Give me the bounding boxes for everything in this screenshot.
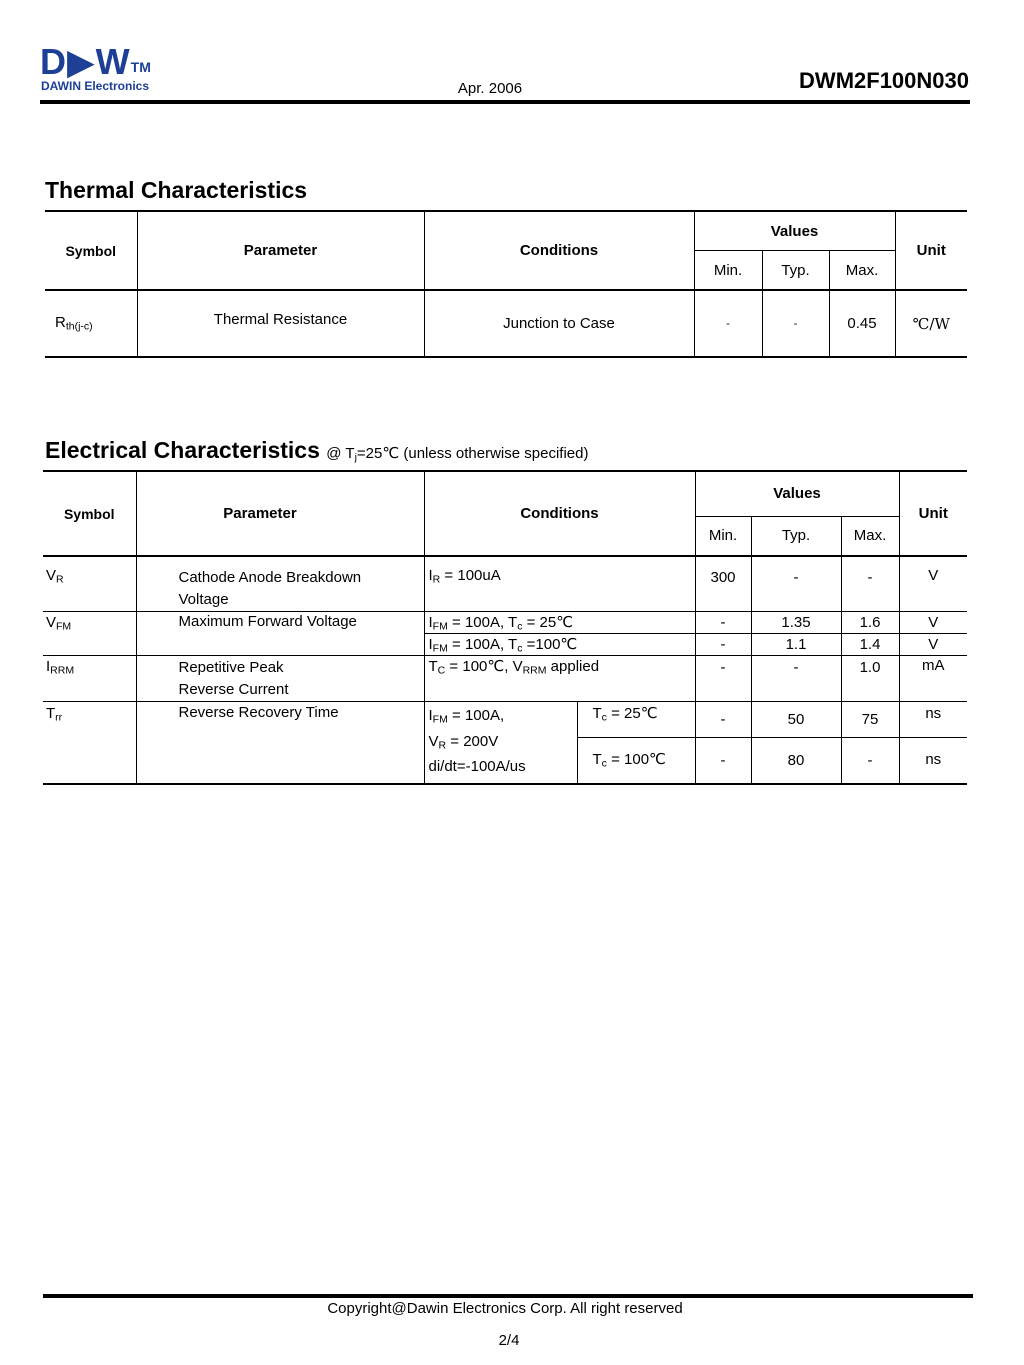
thermal-header-typ: Typ.: [762, 251, 829, 291]
thermal-table: [45, 210, 967, 358]
thermal-header-min: Min.: [694, 251, 762, 291]
thermal-header-unit: Unit: [895, 211, 967, 290]
irrm-typ-cell: -: [751, 656, 841, 702]
cond-subscript: c: [517, 642, 523, 655]
electrical-section-title: [45, 437, 588, 464]
vr-symbol-cell: [43, 556, 136, 612]
cond-text: = 100A, T: [447, 613, 518, 631]
symbol-text: V: [46, 567, 57, 584]
elec-header-parameter: Parameter: [136, 471, 424, 556]
cond-subscript: FM: [432, 620, 448, 633]
vr-unit-cell: V: [899, 556, 967, 612]
vfm1-unit-cell: V: [899, 612, 967, 634]
thermal-header-symbol: Symbol: [45, 211, 137, 290]
trr2-min-cell: -: [695, 738, 751, 784]
symbol-text: I: [46, 658, 51, 675]
vfm1-min-cell: -: [695, 612, 751, 634]
cond-text: I: [428, 635, 433, 653]
condition-subscript: j: [354, 451, 357, 464]
thermal-section-title: Thermal Characteristics: [45, 177, 308, 203]
thermal-typ-cell: -: [762, 290, 829, 357]
trr-conditions-cell: [424, 702, 577, 784]
condition-prefix: @ T: [326, 445, 355, 462]
trr1-max-cell: 75: [841, 702, 899, 738]
table-row: [45, 290, 967, 357]
cond-text: = 100uA: [440, 567, 501, 584]
condition-rest: =25℃ (unless otherwise specified): [356, 445, 589, 462]
cond-text: = 100A,: [447, 707, 505, 724]
electrical-condition: [326, 445, 588, 462]
elec-header-symbol: Symbol: [43, 471, 136, 556]
document-date: Apr. 2006: [457, 80, 523, 97]
vr-conditions-cell: [424, 556, 695, 612]
header-divider: [40, 100, 970, 104]
trr2-typ-cell: 80: [751, 738, 841, 784]
cond-subscript: c: [601, 711, 607, 724]
electrical-table: [43, 470, 967, 785]
cond-text: =100℃: [522, 635, 578, 653]
cond-text: I: [428, 707, 433, 724]
symbol-subscript: rr: [55, 711, 63, 724]
thermal-max-cell: 0.45: [829, 290, 895, 357]
cond-subscript: C: [437, 664, 446, 677]
symbol-subscript: th(j-c): [65, 320, 93, 333]
trr1-min-cell: -: [695, 702, 751, 738]
trr2-unit-cell: ns: [899, 738, 967, 784]
trr2-max-cell: -: [841, 738, 899, 784]
cond-text: = 100A, T: [447, 635, 518, 653]
vfm-parameter-cell: Maximum Forward Voltage: [136, 612, 424, 656]
vfm-symbol-cell: [43, 612, 136, 656]
symbol-text: V: [46, 614, 57, 631]
cond-text: = 100℃: [606, 751, 666, 768]
irrm-min-cell: -: [695, 656, 751, 702]
elec-header-typ: Typ.: [751, 516, 841, 556]
thermal-header-parameter: Parameter: [137, 211, 424, 290]
elec-header-unit: Unit: [899, 471, 967, 556]
vfm-cond1-cell: [424, 612, 695, 634]
vfm1-typ-cell: 1.35: [751, 612, 841, 634]
thermal-header-values: Values: [694, 211, 895, 251]
trr-symbol-cell: [43, 702, 136, 784]
irrm-symbol-cell: [43, 656, 136, 702]
vfm1-max-cell: 1.6: [841, 612, 899, 634]
vr-max-cell: -: [841, 556, 899, 612]
vr-min-cell: 300: [695, 556, 751, 612]
cond-text: T: [592, 751, 602, 768]
table-row: [43, 656, 967, 702]
part-number: DWM2F100N030: [799, 68, 969, 93]
cond-text: applied: [546, 658, 600, 675]
page-number: 2/4: [498, 1332, 520, 1349]
table-row: [43, 702, 967, 738]
elec-header-max: Max.: [841, 516, 899, 556]
cond-text: = 200V: [446, 732, 499, 750]
elec-header-conditions: Conditions: [424, 471, 695, 556]
vfm-cond2-cell: [424, 634, 695, 656]
cond-text: I: [428, 613, 433, 631]
symbol-subscript: RRM: [50, 664, 75, 677]
table-row: [43, 556, 967, 612]
thermal-header-max: Max.: [829, 251, 895, 291]
cond-subscript: c: [601, 757, 607, 770]
elec-header-min: Min.: [695, 516, 751, 556]
logo-text: D▶W: [40, 41, 131, 82]
trr-tc2-cell: [577, 738, 695, 784]
thermal-min-cell: -: [694, 290, 762, 357]
logo-subtitle: DAWIN Electronics: [41, 79, 150, 93]
electrical-title-text: Electrical Characteristics: [45, 437, 320, 463]
copyright-text: Copyright@Dawin Electronics Corp. All right reserved: [327, 1300, 683, 1317]
cond-subscript: FM: [432, 642, 448, 655]
thermal-symbol-cell: [45, 290, 137, 357]
irrm-conditions-cell: [424, 656, 695, 702]
cond-subscript: FM: [432, 713, 448, 726]
footer-divider: [43, 1294, 973, 1298]
symbol-subscript: FM: [56, 620, 72, 633]
cond-text: = 100℃, V: [445, 658, 523, 675]
symbol-text: R: [55, 314, 66, 332]
cond-text: = 25℃: [606, 705, 658, 722]
trr1-typ-cell: 50: [751, 702, 841, 738]
symbol-subscript: R: [56, 573, 64, 586]
table-row: [43, 612, 967, 634]
cond-text: T: [428, 658, 438, 675]
irrm-parameter-cell: Repetitive Peak Reverse Current: [136, 656, 424, 702]
vr-typ-cell: -: [751, 556, 841, 612]
company-logo: [40, 41, 180, 94]
thermal-header-conditions: Conditions: [424, 211, 694, 290]
thermal-parameter-cell: Thermal Resistance: [137, 290, 424, 357]
cond-subscript: RRM: [522, 664, 547, 677]
trr-parameter-cell: Reverse Recovery Time: [136, 702, 424, 784]
irrm-unit-cell: mA: [899, 656, 967, 702]
cond-text: I: [428, 567, 433, 584]
thermal-conditions-cell: Junction to Case: [424, 290, 694, 357]
trr-tc1-cell: [577, 702, 695, 738]
cond-subscript: c: [517, 620, 523, 633]
vfm2-max-cell: 1.4: [841, 634, 899, 656]
symbol-text: T: [46, 705, 56, 722]
vfm2-min-cell: -: [695, 634, 751, 656]
cond-text: V: [428, 732, 439, 750]
elec-header-values: Values: [695, 471, 899, 516]
cond-subscript: R: [432, 573, 441, 586]
thermal-unit-cell: ℃/W: [895, 290, 967, 357]
vr-parameter-cell: Cathode Anode Breakdown Voltage: [136, 556, 424, 612]
trr-cond-line2: [429, 731, 577, 757]
trr-cond-line1: [429, 705, 577, 731]
vfm2-typ-cell: 1.1: [751, 634, 841, 656]
cond-text: = 25℃: [522, 613, 574, 631]
irrm-max-cell: 1.0: [841, 656, 899, 702]
trr1-unit-cell: ns: [899, 702, 967, 738]
trr-cond-line3: di/dt=-100A/us: [428, 758, 526, 776]
cond-subscript: R: [438, 739, 447, 752]
logo-tm: TM: [130, 59, 151, 75]
cond-text: T: [592, 705, 602, 722]
vfm2-unit-cell: V: [899, 634, 967, 656]
